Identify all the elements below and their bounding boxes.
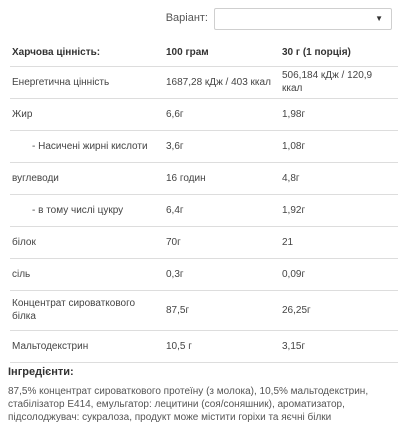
row-per-serving: 506,184 кДж / 120,9 ккал: [278, 66, 398, 98]
ingredients-text: 87,5% концентрат сироваткового протеїну (з молока), 10,5% мальтодекстрин, стабілізатор E414, емульгатор: лецитини (соя/соняшник), ароматизатор, підсолоджувач: сукралоза, продукт може містити горіхи та яєчні білки: [8, 386, 369, 423]
row-per-serving: 0,09г: [278, 258, 398, 290]
table-row: [10, 290, 398, 330]
row-per-100g: 6,4г: [162, 194, 278, 226]
variant-row: [0, 8, 411, 30]
ingredients-title: Інгредієнти:: [8, 366, 74, 378]
row-per-serving: 1,92г: [278, 194, 398, 226]
header-nutrition: Харчова цінність:: [12, 47, 101, 59]
row-per-100g: 1687,28 кДж / 403 ккал: [162, 66, 278, 98]
table-row: [10, 66, 398, 98]
row-per-100g: 0,3г: [162, 258, 278, 290]
row-per-serving: 3,15г: [278, 330, 398, 362]
row-per-100g: 3,6г: [162, 130, 278, 162]
row-name: - в тому числі цукру: [10, 194, 162, 226]
row-name: вуглеводи: [10, 162, 162, 194]
table-row: [10, 194, 398, 226]
row-per-serving: 1,98г: [278, 98, 398, 130]
table-row: [10, 162, 398, 194]
table-row: [10, 98, 398, 130]
header-per-100g: 100 грам: [166, 47, 209, 59]
row-per-100g: 16 годин: [162, 162, 278, 194]
table-row: [10, 330, 398, 362]
row-name: Концентрат сироваткового білка: [10, 290, 162, 330]
row-per-serving: 26,25г: [278, 290, 398, 330]
variant-label: Варіант:: [165, 12, 208, 24]
row-per-100g: 70г: [162, 226, 278, 258]
table-row: [10, 226, 398, 258]
row-per-serving: 1,08г: [278, 130, 398, 162]
row-name: Жир: [10, 98, 162, 130]
chevron-down-icon: ▼: [375, 14, 383, 23]
row-name: білок: [10, 226, 162, 258]
row-per-100g: 87,5г: [162, 290, 278, 330]
nutrition-table: [10, 40, 398, 363]
row-per-serving: 21: [278, 226, 398, 258]
row-name: Мальтодекстрин: [10, 330, 162, 362]
row-per-serving: 4,8г: [278, 162, 398, 194]
row-per-100g: 6,6г: [162, 98, 278, 130]
row-per-100g: 10,5 г: [162, 330, 278, 362]
row-name: сіль: [10, 258, 162, 290]
table-row: [10, 258, 398, 290]
nutrition-table-header: [10, 40, 398, 66]
row-name: Енергетична цінність: [10, 66, 162, 98]
row-name: - Насичені жирні кислоти: [10, 130, 162, 162]
header-per-serving: 30 г (1 порція): [282, 47, 351, 59]
table-row: [10, 130, 398, 162]
variant-select[interactable]: [214, 8, 392, 30]
